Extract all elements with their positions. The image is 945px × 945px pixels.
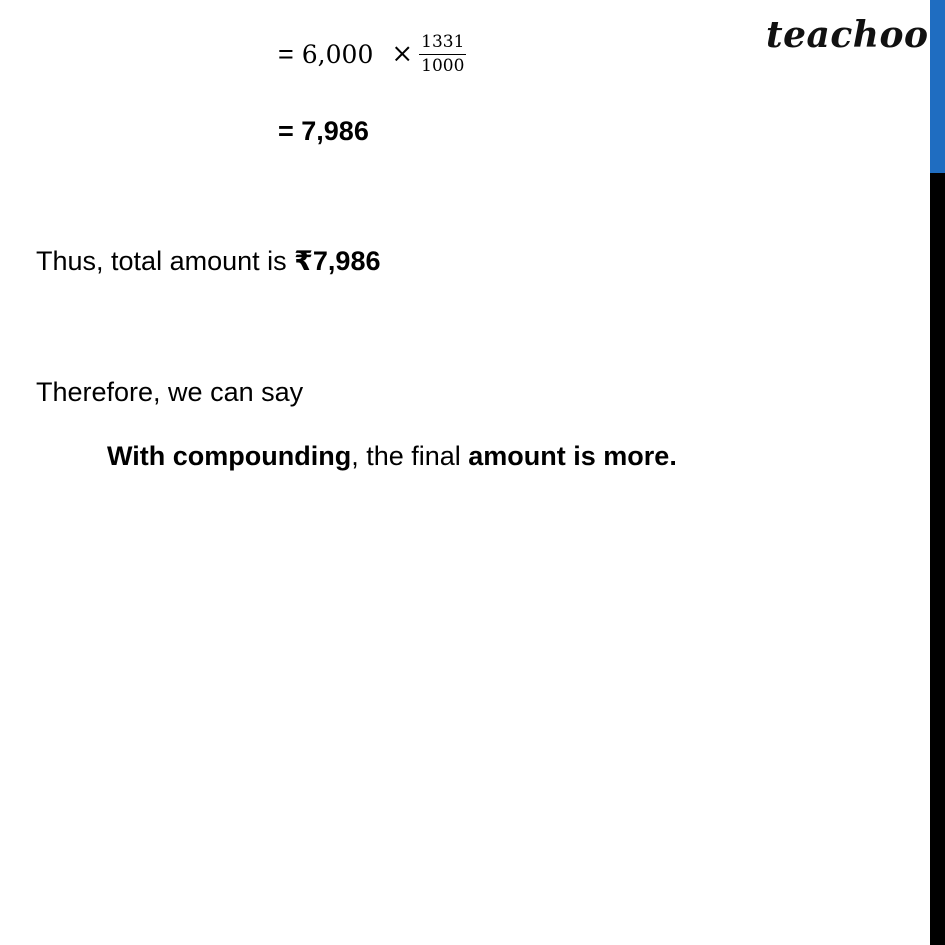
side-bar-accent (930, 0, 945, 173)
result-line: = 7,986 (278, 116, 369, 146)
conclusion-line (107, 443, 677, 470)
fraction-numerator: 1331 (421, 32, 465, 52)
conclusion-bold-2: amount is more. (468, 441, 677, 471)
principal-value: 6,000 (301, 39, 374, 69)
fraction-denominator: 1000 (421, 55, 465, 76)
therefore-line: Therefore, we can say (36, 377, 304, 407)
total-amount-label: Thus, total amount is (36, 246, 295, 276)
conclusion-bold-1: With compounding (107, 441, 352, 471)
side-bar (930, 0, 945, 945)
total-amount-value: ₹7,986 (294, 246, 381, 276)
conclusion-text: , the final (351, 441, 469, 471)
multiply-sign: × (391, 39, 414, 70)
equation-line (278, 33, 466, 75)
total-amount-line (36, 248, 380, 275)
equals-sign: = (278, 38, 294, 69)
fraction (419, 33, 466, 75)
teachoo-logo: teachoo (766, 14, 929, 56)
